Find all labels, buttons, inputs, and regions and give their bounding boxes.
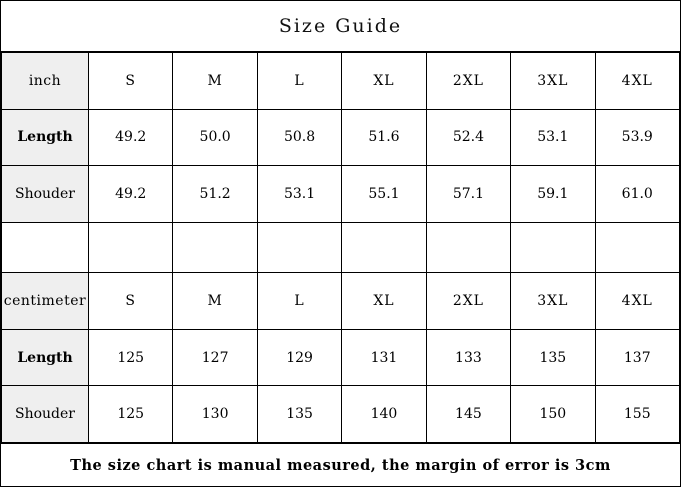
cm-length-l: 129	[257, 329, 341, 386]
inch-size-s: S	[89, 53, 173, 110]
table-row-inch-header	[2, 53, 680, 110]
cm-shouder-l: 135	[257, 386, 341, 443]
spacer-cell-1	[2, 222, 89, 272]
inch-shouder-label: Shouder	[2, 166, 89, 223]
spacer-cell-6	[426, 222, 510, 272]
inch-size-m: M	[173, 53, 257, 110]
inch-shouder-l: 53.1	[257, 166, 341, 223]
spacer-cell-5	[342, 222, 426, 272]
cm-length-3xl: 135	[511, 329, 595, 386]
inch-length-l: 50.8	[257, 109, 341, 166]
inch-size-3xl: 3XL	[511, 53, 595, 110]
spacer-cell-3	[173, 222, 257, 272]
inch-length-2xl: 52.4	[426, 109, 510, 166]
size-chart-table	[1, 52, 680, 443]
table-row-cm-shouder	[2, 386, 680, 443]
spacer-cell-4	[257, 222, 341, 272]
table-row-spacer	[2, 222, 680, 272]
inch-shouder-xl: 55.1	[342, 166, 426, 223]
cm-shouder-3xl: 150	[511, 386, 595, 443]
footer-bar	[1, 443, 680, 486]
inch-shouder-4xl: 61.0	[595, 166, 679, 223]
cm-length-m: 127	[173, 329, 257, 386]
cm-length-s: 125	[89, 329, 173, 386]
spacer-cell-8	[595, 222, 679, 272]
inch-length-3xl: 53.1	[511, 109, 595, 166]
page-title: Size Guide	[278, 15, 403, 37]
cm-shouder-2xl: 145	[426, 386, 510, 443]
inch-length-s: 49.2	[89, 109, 173, 166]
cm-size-m: M	[173, 273, 257, 330]
title-bar	[1, 1, 680, 52]
table-row-cm-length	[2, 329, 680, 386]
table-row-inch-length	[2, 109, 680, 166]
cm-shouder-xl: 140	[342, 386, 426, 443]
inch-size-xl: XL	[342, 53, 426, 110]
inch-length-m: 50.0	[173, 109, 257, 166]
inch-length-4xl: 53.9	[595, 109, 679, 166]
cm-length-xl: 131	[342, 329, 426, 386]
cm-shouder-s: 125	[89, 386, 173, 443]
cm-size-xl: XL	[342, 273, 426, 330]
inch-shouder-2xl: 57.1	[426, 166, 510, 223]
inch-shouder-s: 49.2	[89, 166, 173, 223]
cm-size-2xl: 2XL	[426, 273, 510, 330]
cm-shouder-label: Shouder	[2, 386, 89, 443]
inch-unit-label: inch	[2, 53, 89, 110]
cm-size-3xl: 3XL	[511, 273, 595, 330]
cm-size-s: S	[89, 273, 173, 330]
inch-length-xl: 51.6	[342, 109, 426, 166]
inch-size-l: L	[257, 53, 341, 110]
inch-shouder-m: 51.2	[173, 166, 257, 223]
cm-length-2xl: 133	[426, 329, 510, 386]
table-row-cm-header	[2, 273, 680, 330]
inch-shouder-3xl: 59.1	[511, 166, 595, 223]
cm-size-4xl: 4XL	[595, 273, 679, 330]
spacer-cell-7	[511, 222, 595, 272]
cm-size-l: L	[257, 273, 341, 330]
spacer-cell-2	[89, 222, 173, 272]
table-row-inch-shouder	[2, 166, 680, 223]
cm-length-4xl: 137	[595, 329, 679, 386]
cm-shouder-4xl: 155	[595, 386, 679, 443]
inch-length-label: Length	[2, 109, 89, 166]
cm-unit-label: centimeter	[2, 273, 89, 330]
measurement-note: The size chart is manual measured, the margin of error is 3cm	[70, 456, 611, 474]
cm-length-label: Length	[2, 329, 89, 386]
inch-size-4xl: 4XL	[595, 53, 679, 110]
cm-shouder-m: 130	[173, 386, 257, 443]
inch-size-2xl: 2XL	[426, 53, 510, 110]
